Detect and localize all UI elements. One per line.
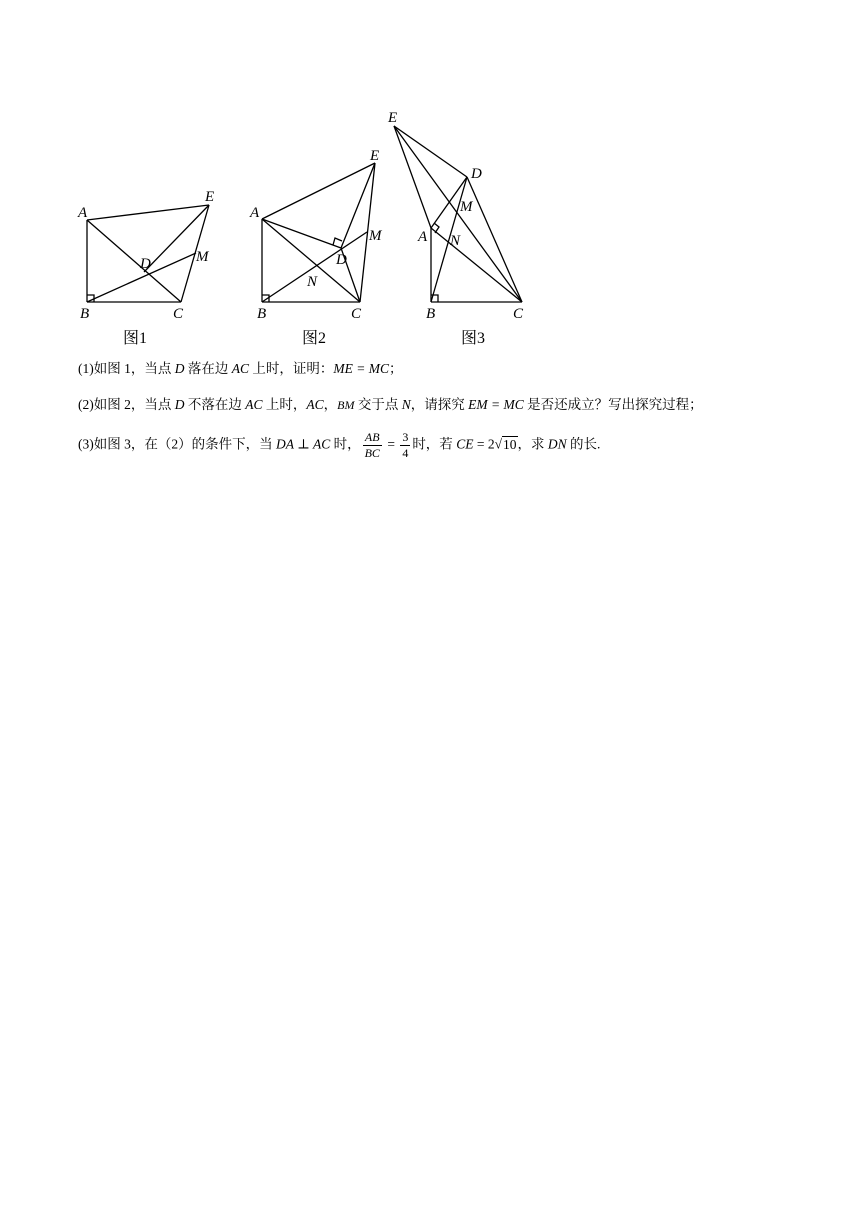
- label-A: A: [418, 229, 428, 245]
- label-M: M: [369, 228, 382, 244]
- q1-equation: ME = MC: [333, 361, 389, 376]
- label-E: E: [388, 110, 398, 126]
- q3-text-a: (3)如图 3，在（2）的条件下，当: [78, 436, 276, 452]
- label-N: N: [307, 274, 318, 290]
- q1-text-a: (1)如图 1，当点: [78, 361, 175, 376]
- fraction-denominator: BC: [364, 446, 380, 460]
- figure-3-caption: 图3: [461, 330, 486, 347]
- q2-point-n: N: [401, 397, 411, 412]
- label-C: C: [351, 306, 362, 322]
- label-D: D: [336, 252, 347, 268]
- q2-point-d: D: [174, 397, 185, 412]
- sqrt-icon: √: [494, 436, 502, 452]
- label-M: M: [196, 249, 209, 265]
- label-D: D: [471, 166, 482, 182]
- fraction-denominator: 4: [402, 446, 409, 460]
- question-1: [78, 359, 403, 379]
- q2-text-g: ，: [323, 397, 338, 412]
- label-N: N: [450, 233, 461, 249]
- label-B: B: [257, 306, 267, 322]
- q3-value-fraction: [400, 430, 410, 461]
- question-2: [78, 395, 703, 415]
- q2-text-i: 交于点: [354, 397, 402, 412]
- fraction-numerator: AB: [363, 430, 382, 446]
- q1-text-e: 上时，证明：: [249, 361, 334, 376]
- label-A: A: [78, 205, 88, 221]
- q2-text-k: ，请探究: [410, 397, 469, 412]
- q1-text-g: ；: [389, 361, 403, 376]
- q3-text-k: 的长.: [566, 436, 601, 452]
- q2-line-bm: BM: [337, 398, 355, 412]
- q3-text-c: 时，: [330, 436, 361, 452]
- label-D: D: [140, 256, 151, 272]
- q2-side-ac: AC: [245, 397, 263, 412]
- q2-equation: EM = MC: [468, 397, 524, 412]
- fraction-numerator: 3: [402, 430, 409, 444]
- q2-text-m: 是否还成立？写出探究过程；: [523, 397, 703, 412]
- figure-1: [77, 189, 214, 347]
- figure-3: [387, 110, 524, 347]
- q1-text-c: 落在边: [184, 361, 232, 376]
- label-A: A: [250, 205, 260, 221]
- q3-coefficient: = 2: [473, 436, 495, 452]
- q3-segment-ce: CE: [456, 436, 474, 452]
- q1-point-d: D: [174, 361, 185, 376]
- q1-side-ac: AC: [231, 361, 250, 376]
- figures-area: [0, 0, 860, 360]
- q3-equals: =: [383, 436, 399, 452]
- label-E: E: [205, 189, 215, 205]
- figure-1-caption: 图1: [123, 330, 148, 347]
- q3-perpendicular: DA ⊥ AC: [276, 436, 331, 452]
- q3-text-i: ，求: [517, 436, 548, 452]
- question-3: [78, 430, 600, 461]
- label-C: C: [513, 306, 524, 322]
- q3-ratio-fraction: [363, 430, 382, 461]
- geometry-figures: [0, 0, 860, 360]
- figure-2-caption: 图2: [302, 330, 327, 347]
- label-B: B: [426, 306, 436, 322]
- q2-text-a: (2)如图 2，当点: [78, 397, 175, 412]
- label-E: E: [370, 148, 380, 164]
- label-M: M: [460, 199, 473, 215]
- q3-text-e: 时，若: [412, 436, 457, 452]
- q3-radicand: 10: [503, 436, 517, 452]
- label-C: C: [173, 306, 184, 322]
- q2-text-c: 不落在边: [184, 397, 246, 412]
- q2-text-e: 上时，: [262, 397, 307, 412]
- q2-line-ac: AC: [306, 397, 324, 412]
- q3-segment-dn: DN: [547, 436, 567, 452]
- figure-2: [249, 148, 383, 347]
- label-B: B: [80, 306, 90, 322]
